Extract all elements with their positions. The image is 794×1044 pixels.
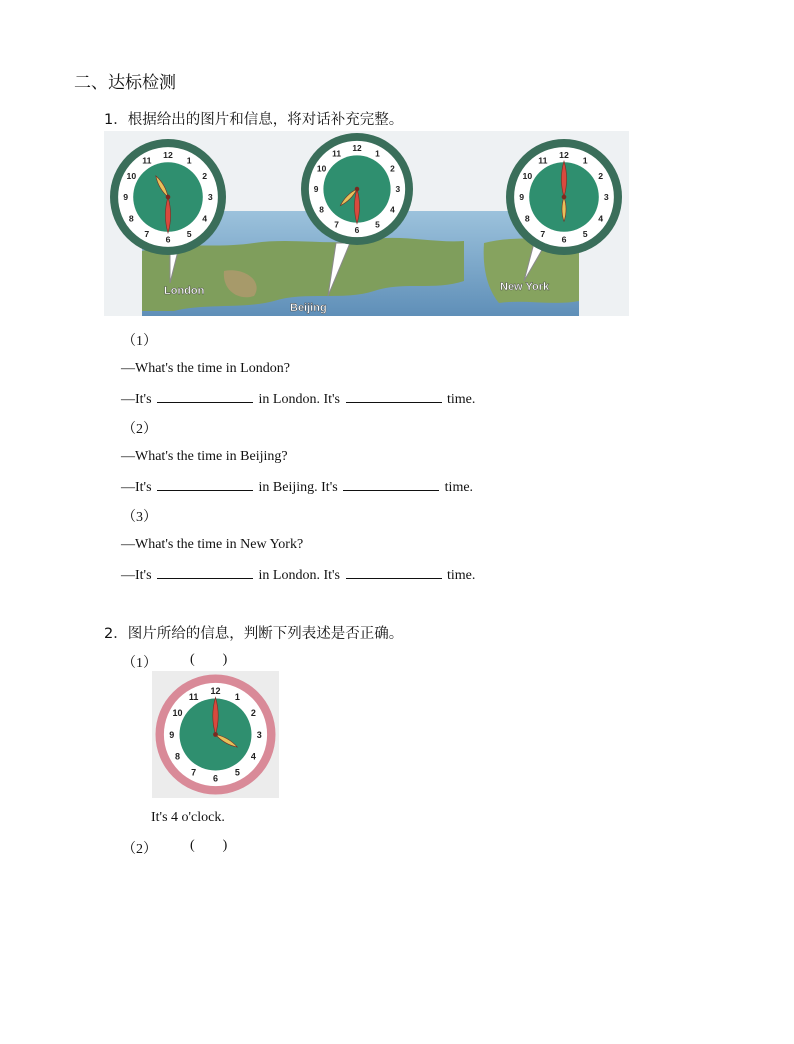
- q1-item1-answer: [121, 390, 475, 408]
- answer-middle: in Beijing. It's: [258, 480, 338, 495]
- answer-suffix: time.: [447, 568, 476, 583]
- clock-numeral: 11: [538, 155, 548, 166]
- answer-prefix: —It's: [121, 392, 152, 407]
- clock-numeral: 8: [128, 213, 134, 224]
- clock-numeral: 5: [234, 767, 240, 778]
- blank-meal[interactable]: [346, 566, 442, 579]
- map-clocks: [110, 133, 622, 255]
- world-map-with-clocks: [104, 131, 629, 316]
- clock-numeral: 9: [519, 192, 525, 203]
- clock-new-york: [506, 139, 622, 255]
- q1-item2-question: —What's the time in Beijing?: [121, 449, 288, 464]
- q2-item2-number: （2）: [122, 842, 157, 857]
- clock-numeral: 9: [169, 729, 175, 740]
- q1-item2-answer: [121, 478, 473, 496]
- q1-item3-question: —What's the time in New York?: [121, 537, 304, 552]
- q1-title: 1．根据给出的图片和信息，将对话补充完整。: [104, 112, 404, 128]
- answer-suffix: time.: [444, 480, 474, 495]
- clock-numeral: 2: [598, 171, 604, 182]
- map-label-london: London: [164, 285, 205, 297]
- section-title: 二、达标检测: [74, 73, 176, 93]
- q2-item1-answer-paren[interactable]: ( ): [190, 652, 228, 667]
- clock-numeral: 6: [165, 234, 171, 245]
- answer-suffix: time.: [447, 392, 476, 407]
- map-label-beijing: Beijing: [290, 302, 327, 314]
- clock-numeral: 3: [395, 184, 401, 195]
- clock-numeral: 7: [144, 228, 150, 239]
- answer-prefix: —It's: [121, 480, 152, 495]
- clock-numeral: 10: [522, 171, 533, 182]
- clock-numeral: 12: [210, 686, 221, 696]
- q1-item1-number: （1）: [122, 334, 157, 349]
- q2-item1-number: （1）: [122, 656, 157, 671]
- world-map-figure: [104, 131, 629, 316]
- clock-numeral: 2: [390, 163, 395, 174]
- q1-item1-question: —What's the time in London?: [121, 361, 290, 376]
- answer-middle: in London. It's: [258, 568, 340, 583]
- q1-item3-number: （3）: [122, 510, 157, 525]
- blank-time[interactable]: [157, 390, 253, 403]
- clock-numeral: 9: [123, 192, 129, 203]
- clock-numeral: 2: [202, 171, 208, 182]
- clock-center-pin: [166, 195, 171, 200]
- pink-clock: [156, 675, 276, 795]
- clock-numeral: 5: [375, 219, 380, 230]
- clock-numeral: 9: [313, 184, 319, 195]
- clock-numeral: 6: [212, 773, 219, 784]
- clock-numeral: 1: [375, 148, 380, 159]
- clock-numeral: 11: [332, 148, 341, 159]
- clock-numeral: 10: [172, 707, 183, 718]
- blank-meal[interactable]: [346, 390, 442, 403]
- clock-numeral: 4: [598, 213, 604, 224]
- clock-numeral: 12: [163, 149, 173, 160]
- q1-item2-number: （2）: [122, 422, 157, 437]
- clock-center-pin: [213, 732, 218, 737]
- clock-center-pin: [355, 187, 359, 191]
- clock-numeral: 12: [352, 143, 362, 154]
- clock-numeral: 8: [524, 213, 530, 224]
- clock-numeral: 7: [540, 228, 546, 239]
- clock-beijing: [301, 133, 413, 245]
- clock-numeral: 1: [582, 155, 588, 166]
- clock-numeral: 3: [603, 192, 609, 203]
- blank-time[interactable]: [157, 478, 253, 491]
- clock-numeral: 10: [126, 171, 137, 182]
- clock-numeral: 2: [250, 707, 256, 718]
- clock-numeral: 4: [202, 213, 208, 224]
- q2-item2-answer-paren[interactable]: ( ): [190, 838, 228, 853]
- clock-numeral: 6: [354, 224, 360, 235]
- clock-numeral: 7: [191, 767, 197, 778]
- q1-item3-answer: [121, 566, 475, 584]
- pink-clock-svg: [152, 671, 279, 798]
- clock-numeral: 7: [334, 219, 339, 230]
- map-label-newyork: New York: [500, 281, 550, 293]
- clock-numeral: 4: [390, 204, 395, 215]
- clock-numeral: 12: [559, 149, 569, 160]
- pink-clock-figure: [152, 671, 279, 798]
- blank-meal[interactable]: [343, 478, 439, 491]
- clock-numeral: 1: [234, 691, 240, 702]
- clock-numeral: 8: [319, 204, 324, 215]
- clock-numeral: 11: [188, 691, 199, 702]
- clock-numeral: 1: [186, 155, 192, 166]
- answer-middle: in London. It's: [258, 392, 340, 407]
- q2-item1-statement: It's 4 o'clock.: [151, 810, 225, 825]
- answer-prefix: —It's: [121, 568, 152, 583]
- blank-time[interactable]: [157, 566, 253, 579]
- clock-numeral: 3: [207, 192, 213, 203]
- clock-numeral: 3: [256, 729, 262, 740]
- clock-numeral: 11: [142, 155, 152, 166]
- clock-numeral: 5: [582, 228, 588, 239]
- q2-title: 2．图片所给的信息，判断下列表述是否正确。: [104, 626, 404, 642]
- clock-numeral: 6: [561, 234, 567, 245]
- clock-center-pin: [562, 195, 567, 200]
- clock-london: [110, 139, 226, 255]
- clock-numeral: 5: [186, 228, 192, 239]
- clock-numeral: 8: [175, 751, 181, 762]
- clock-numeral: 4: [250, 751, 256, 762]
- clock-numeral: 10: [316, 163, 327, 174]
